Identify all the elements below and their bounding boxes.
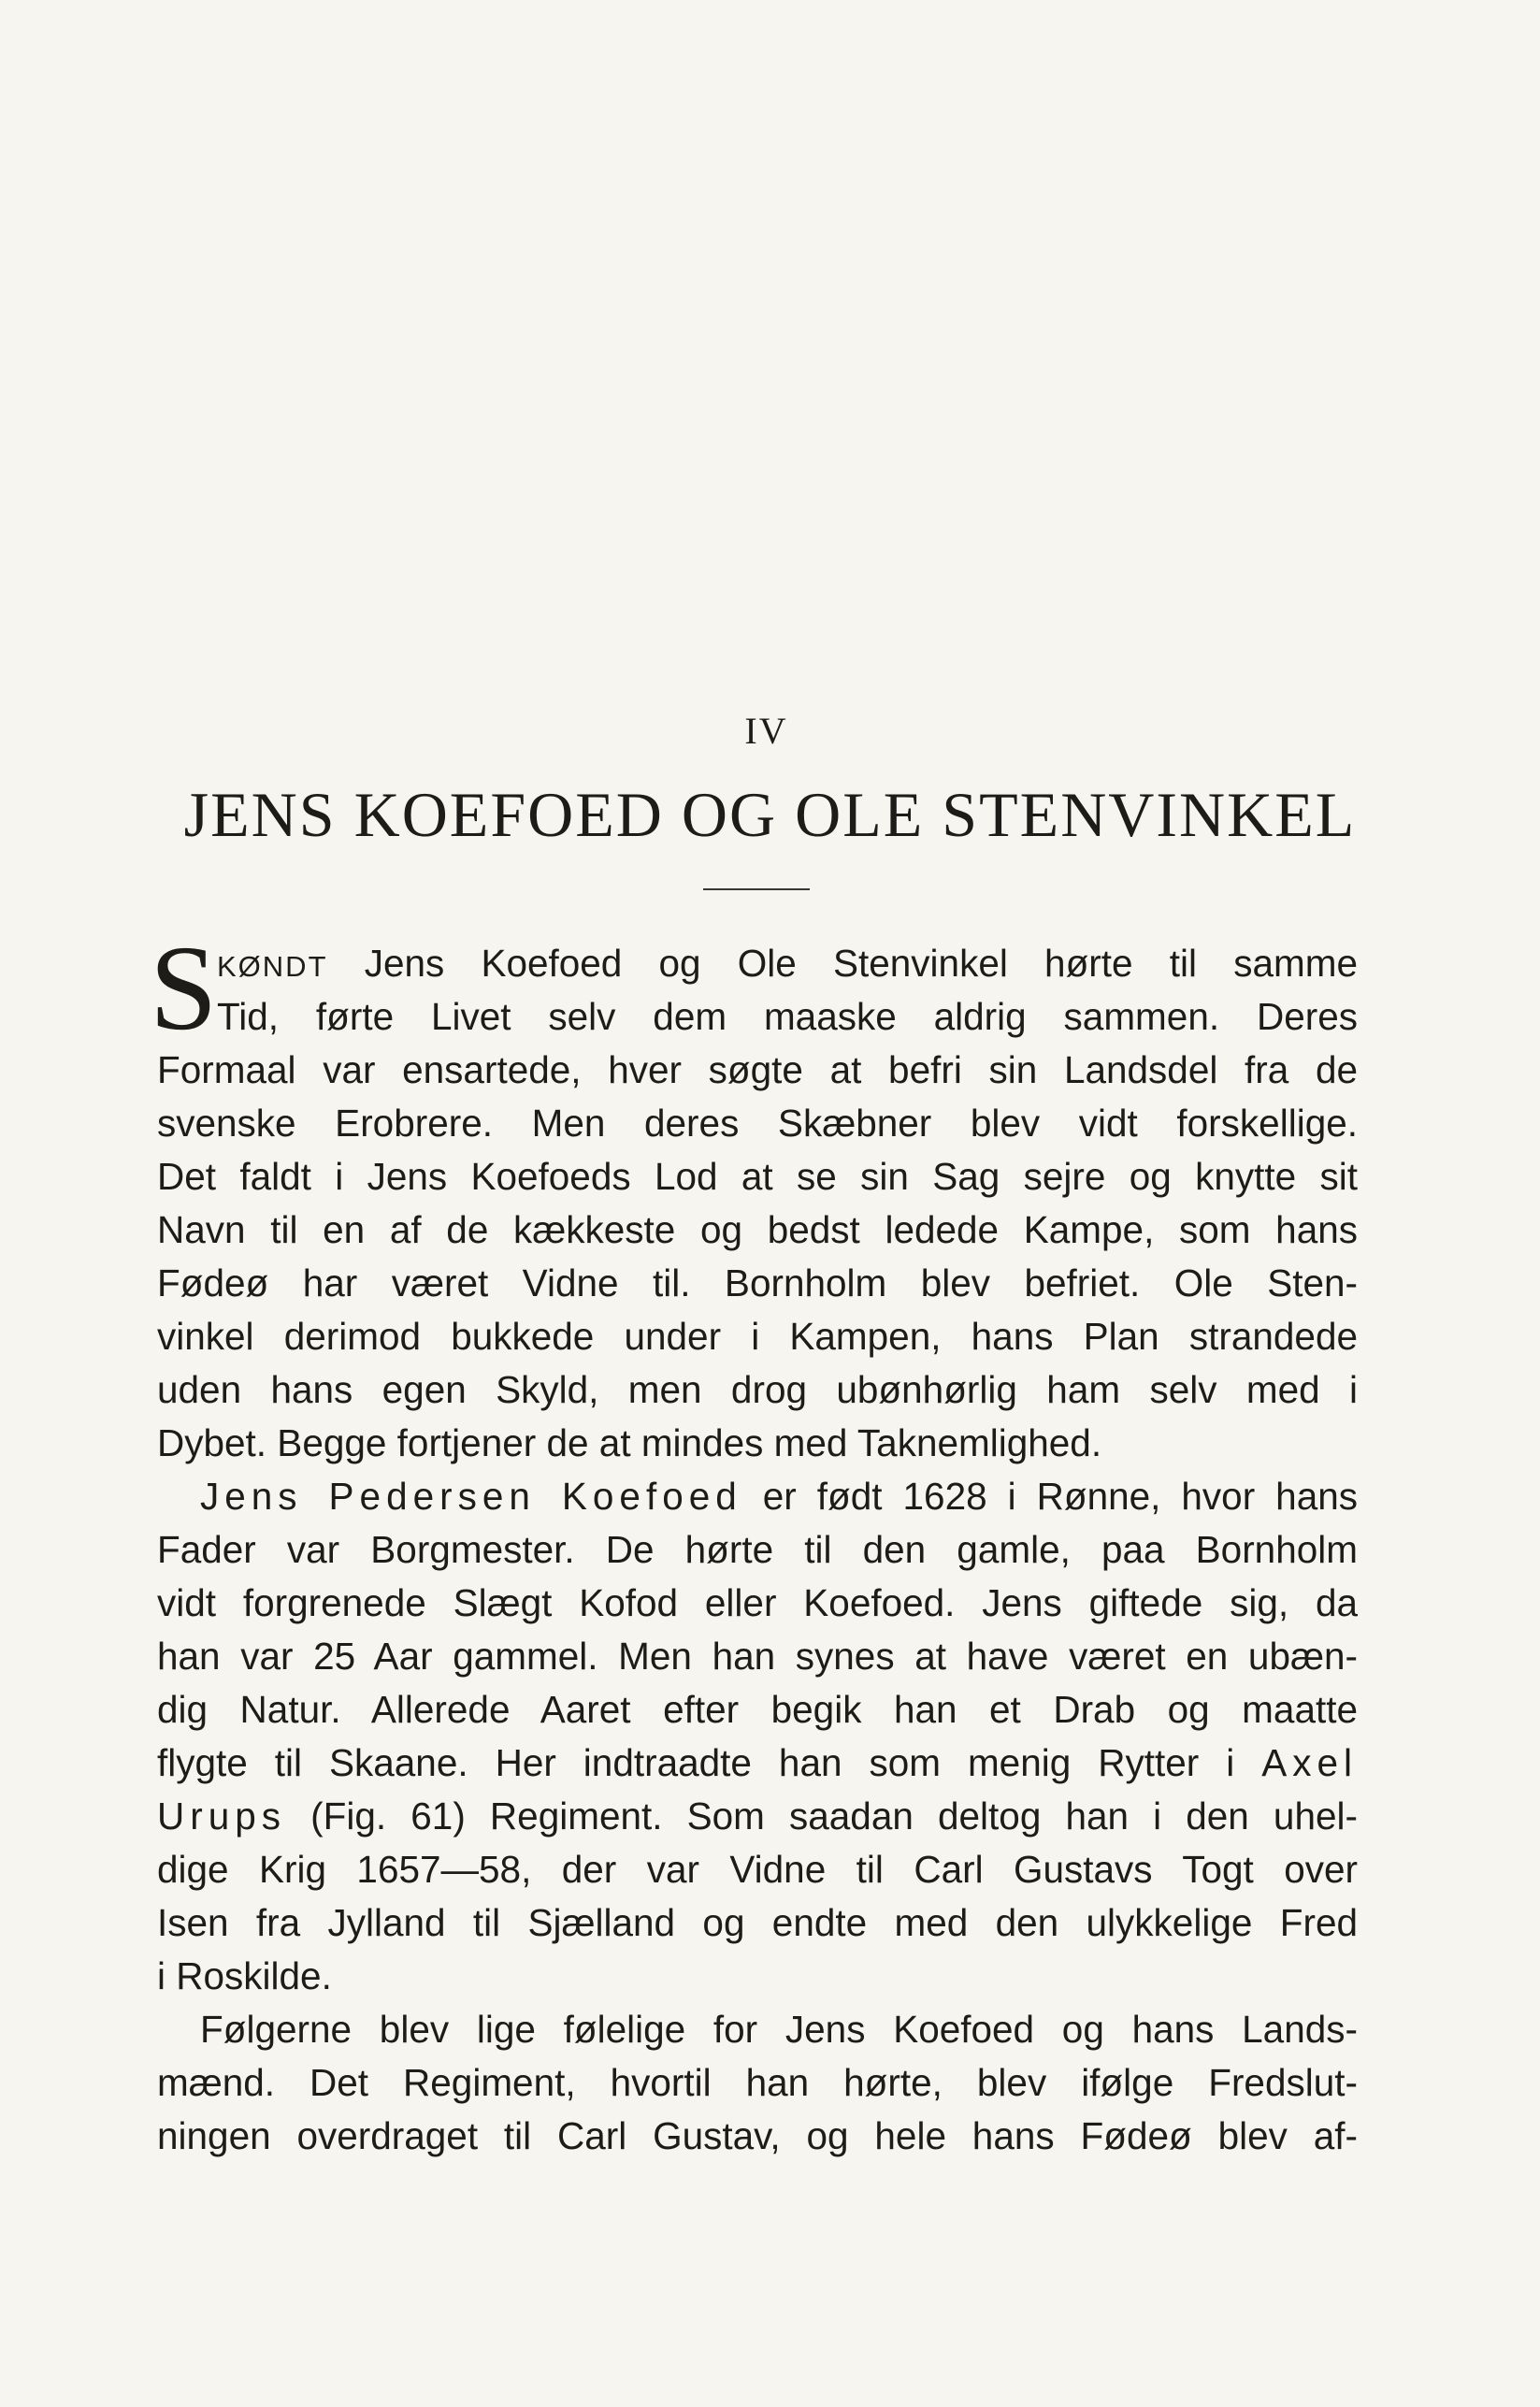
text-line: Isen fra Jylland til Sjælland og endte med den ulykkelige Fred [157,1901,1358,1944]
text-line: i Roskilde. [157,1954,332,1997]
text-line: vidt forgrenede Slægt Kofod eller Koefoed. Jens giftede sig, da [157,1581,1358,1624]
small-caps-word: KØNDT [217,950,328,983]
chapter-number: IV [744,710,788,752]
paragraph-3 [157,2003,1358,2163]
person-name: Axel [1261,1741,1358,1784]
paragraph-1 [150,921,1358,1470]
text-line: Fødeø har været Vidne til. Bornholm blev befriet. Ole Sten- [157,1261,1358,1304]
chapter-title: JENS KOEFOED OG OLE STENVINKEL [183,779,1357,850]
text-line: Tid, førte Livet selv dem maaske aldrig sammen. Deres [217,995,1358,1038]
text-line: han var 25 Aar gammel. Men han synes at have været en ubæn- [157,1635,1358,1678]
paragraph-2 [157,1470,1358,2003]
text-line: Dybet. Begge fortjener de at mindes med Taknemlighed. [157,1421,1102,1464]
drop-cap: S [150,921,218,1056]
text-line: ningen overdraget til Carl Gustav, og hele hans Fødeø blev af- [157,2114,1358,2157]
text-line: Formaal var ensartede, hver søgte at befri sin Landsdel fra de [157,1048,1358,1091]
text-line: dig Natur. Allerede Aaret efter begik han et Drab og maatte [157,1688,1358,1731]
title-divider [703,888,810,890]
text-line: Det faldt i Jens Koefoeds Lod at se sin Sag sejre og knytte sit [157,1155,1358,1198]
text-line: svenske Erobrere. Men deres Skæbner blev vidt forskellige. [157,1102,1358,1145]
text-line: dige Krig 1657—58, der var Vidne til Carl Gustavs Togt over [157,1848,1358,1891]
text-line: Fader var Borgmester. De hørte til den gamle, paa Bornholm [157,1528,1358,1571]
text-line: Jens Pedersen Koefoed er født 1628 i Rønne, hvor hans [200,1475,1358,1518]
text-line: Navn til en af de kækkeste og bedst ledede Kampe, som hans [157,1208,1358,1251]
text-line: mænd. Det Regiment, hvortil han hørte, blev ifølge Fredslut- [157,2061,1358,2104]
text-line: vinkel derimod bukkede under i Kampen, hans Plan strandede [157,1315,1358,1358]
text-line: flygte til Skaane. Her indtraadte han som menig Rytter i Axel [157,1741,1358,1784]
person-name: Urups [157,1794,287,1838]
text-line: Følgerne blev lige følelige for Jens Koefoed og hans Lands- [200,2008,1358,2051]
text-line: uden hans egen Skyld, men drog ubønhørlig ham selv med i [157,1368,1358,1411]
person-name: Jens Pedersen Koefoed [200,1475,742,1518]
text-line: KØNDT Jens Koefoed og Ole Stenvinkel hørte til samme [217,942,1358,985]
text-line: Urups (Fig. 61) Regiment. Som saadan deltog han i den uhel- [157,1794,1358,1838]
body-text [150,921,1358,2163]
